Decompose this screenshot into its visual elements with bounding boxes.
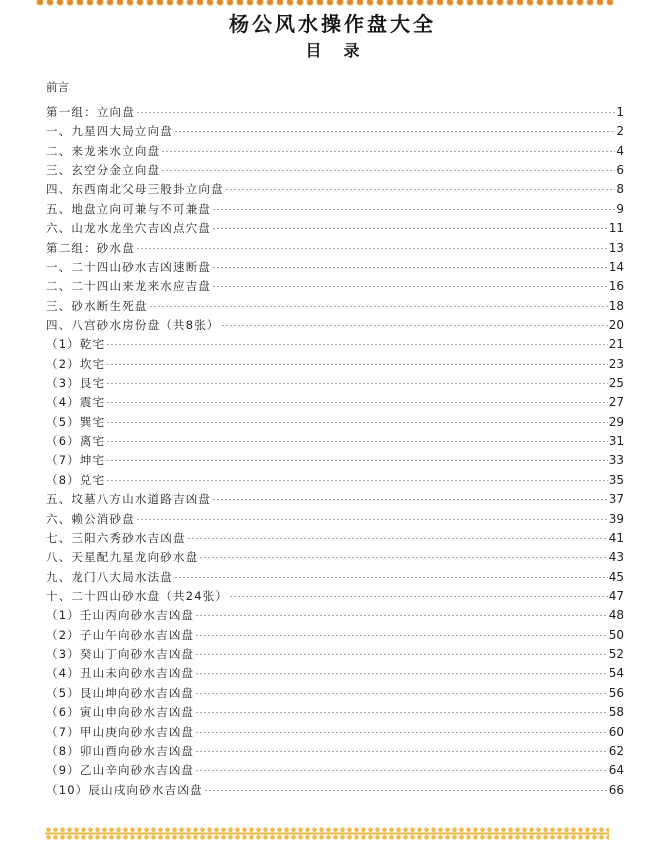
toc-entry-page-number: 8 (616, 182, 624, 197)
dot-leader (212, 209, 615, 210)
toc-entry-label: 七、三阳六秀砂水吉凶盘 (46, 530, 186, 545)
toc-entry (46, 490, 624, 509)
toc-entry-label: 三、玄空分金立向盘 (46, 163, 161, 178)
toc-entry (46, 471, 624, 490)
toc-entry-page-number: 47 (608, 588, 624, 603)
dot-leader (106, 460, 607, 461)
toc-preface-entry: 前言 (46, 80, 69, 94)
toc-entry-label: 二、来龙来水立向盘 (46, 143, 161, 158)
toc-entry (46, 568, 624, 587)
dot-leader (195, 712, 608, 713)
toc-entry-page-number: 60 (608, 724, 624, 739)
toc-entry-page-number: 2 (616, 124, 624, 139)
dot-leader (212, 267, 608, 268)
toc-entry-page-number: 52 (608, 647, 624, 662)
dot-leader (195, 635, 608, 636)
dot-leader (136, 519, 608, 520)
toc-entry (46, 548, 624, 567)
toc-entry (46, 684, 624, 703)
toc-entry (46, 355, 624, 374)
toc-entry-page-number: 13 (608, 240, 624, 255)
toc-entry-page-number: 25 (608, 376, 624, 391)
toc-entry-page-number: 4 (616, 143, 624, 158)
toc-entry-label: （7）坤宅 (46, 453, 106, 468)
dot-leader (199, 557, 607, 558)
toc-entry-page-number: 14 (608, 259, 624, 274)
toc-entry (46, 413, 624, 432)
dot-leader (212, 499, 608, 500)
toc-entry-label: （1）乾宅 (46, 337, 106, 352)
toc-entry (46, 664, 624, 683)
dot-leader (106, 441, 607, 442)
dot-leader (229, 596, 608, 597)
toc-entry (46, 587, 624, 606)
toc-entry-page-number: 16 (608, 279, 624, 294)
toc-entry-page-number: 39 (608, 511, 624, 526)
toc-entry (46, 180, 624, 199)
toc-entry (46, 781, 624, 800)
toc-entry (46, 432, 624, 451)
dot-leader (204, 790, 608, 791)
toc-entry-page-number: 48 (608, 608, 624, 623)
toc-entry-page-number: 64 (608, 763, 624, 778)
toc-entry (46, 316, 624, 335)
toc-entry-label: 四、东西南北父母三般卦立向盘 (46, 182, 224, 197)
toc-entry-page-number: 1 (616, 105, 624, 119)
dot-leader (174, 131, 615, 132)
toc-entry-page-number: 31 (608, 434, 624, 449)
dot-leader (106, 364, 607, 365)
dot-leader (195, 770, 608, 771)
toc-entry-page-number: 35 (608, 472, 624, 487)
toc-entry (46, 374, 624, 393)
toc-entry-label: 第二组：砂水盘 (46, 240, 135, 255)
toc-entry (46, 723, 624, 742)
toc-entry (46, 219, 624, 238)
dot-leader (195, 751, 608, 752)
toc-entry-page-number: 21 (608, 337, 624, 352)
dot-leader (106, 402, 607, 403)
toc-entry-page-number: 37 (608, 492, 624, 507)
dot-leader (195, 732, 608, 733)
dot-leader (195, 615, 608, 616)
decorative-top-border (35, 0, 615, 6)
toc-entry-label: 五、坟墓八方山水道路吉凶盘 (46, 492, 212, 507)
dot-leader (187, 538, 608, 539)
toc-entry (46, 606, 624, 625)
toc-entry-label: 第一组：立向盘 (46, 105, 135, 119)
dot-leader (149, 306, 608, 307)
toc-entry-page-number: 11 (608, 221, 624, 236)
toc-heading: 目录 (305, 41, 382, 60)
dot-leader (174, 577, 608, 578)
toc-entry-label: （8）兑宅 (46, 472, 106, 487)
toc-entry (46, 239, 624, 258)
toc-entry-label: （4）丑山未向砂水吉凶盘 (46, 666, 195, 681)
toc-entry (46, 277, 624, 296)
toc-entry-label: （5）艮山坤向砂水吉凶盘 (46, 685, 195, 700)
toc-entry-label: （2）坎宅 (46, 356, 106, 371)
dot-leader (106, 480, 607, 481)
toc-entry-label: 一、九星四大局立向盘 (46, 124, 173, 139)
decorative-bottom-border (45, 826, 609, 841)
toc-entry-label: 九、龙门八大局水法盘 (46, 569, 173, 584)
toc-entry (46, 393, 624, 412)
toc-entry-label: （9）乙山辛向砂水吉凶盘 (46, 763, 195, 778)
toc-entry-label: （5）巽宅 (46, 414, 106, 429)
toc-entry (46, 626, 624, 645)
toc-entry-page-number: 66 (608, 782, 624, 797)
dot-leader (212, 228, 608, 229)
toc-entry (46, 703, 624, 722)
toc-entry (46, 742, 624, 761)
toc-entry-page-number: 6 (616, 163, 624, 178)
dot-leader (136, 248, 608, 249)
toc-entry-page-number: 29 (608, 414, 624, 429)
toc-entry-label: （1）壬山丙向砂水吉凶盘 (46, 608, 195, 623)
toc-entry (46, 510, 624, 529)
dot-leader (161, 170, 615, 171)
toc-entry-label: （10）辰山戌向砂水吉凶盘 (46, 782, 203, 797)
dot-leader (161, 151, 615, 152)
dot-leader (195, 654, 608, 655)
toc-entry-page-number: 43 (608, 550, 624, 565)
dot-leader (136, 112, 615, 113)
dot-leader (195, 693, 608, 694)
toc-entry-page-number: 41 (608, 530, 624, 545)
toc-entry-page-number: 18 (608, 298, 624, 313)
toc-entry-label: 五、地盘立向可兼与不可兼盘 (46, 201, 212, 216)
toc-entry-label: 三、砂水断生死盘 (46, 298, 148, 313)
dot-leader (106, 383, 607, 384)
toc-entry-label: 一、二十四山砂水吉凶速断盘 (46, 259, 212, 274)
toc-entry (46, 258, 624, 277)
table-of-contents (46, 103, 624, 800)
toc-entry (46, 297, 624, 316)
toc-entry-label: （8）卯山酉向砂水吉凶盘 (46, 743, 195, 758)
dot-leader (212, 286, 608, 287)
toc-entry-page-number: 50 (608, 627, 624, 642)
document-title: 杨公风水操作盘大全 (229, 12, 436, 36)
toc-entry-page-number: 33 (608, 453, 624, 468)
toc-entry (46, 645, 624, 664)
toc-entry-label: （4）震宅 (46, 395, 106, 410)
toc-entry-page-number: 54 (608, 666, 624, 681)
toc-entry (46, 761, 624, 780)
toc-entry (46, 335, 624, 354)
toc-entry-label: （7）甲山庚向砂水吉凶盘 (46, 724, 195, 739)
toc-entry-page-number: 20 (608, 317, 624, 332)
toc-entry-page-number: 58 (608, 705, 624, 720)
toc-entry-label: （2）子山午向砂水吉凶盘 (46, 627, 195, 642)
dot-leader (106, 344, 607, 345)
toc-entry-page-number: 23 (608, 356, 624, 371)
toc-entry-page-number: 62 (608, 743, 624, 758)
toc-entry (46, 103, 624, 122)
toc-entry-label: 六、赖公消砂盘 (46, 511, 135, 526)
toc-entry (46, 142, 624, 161)
toc-entry-page-number: 56 (608, 685, 624, 700)
toc-entry-page-number: 45 (608, 569, 624, 584)
toc-entry-label: 八、天星配九星龙向砂水盘 (46, 550, 199, 565)
toc-entry-label: （3）癸山丁向砂水吉凶盘 (46, 647, 195, 662)
toc-entry (46, 529, 624, 548)
toc-entry-label: 四、八宫砂水房份盘（共8张） (46, 317, 220, 332)
toc-entry-label: （3）艮宅 (46, 376, 106, 391)
toc-entry (46, 200, 624, 219)
toc-entry-label: 二、二十四山来龙来水应吉盘 (46, 279, 212, 294)
dot-leader (225, 189, 616, 190)
toc-entry (46, 122, 624, 141)
toc-entry (46, 161, 624, 180)
toc-entry-label: （6）离宅 (46, 434, 106, 449)
dot-leader (195, 673, 608, 674)
toc-entry-label: （6）寅山申向砂水吉凶盘 (46, 705, 195, 720)
dot-leader (221, 325, 608, 326)
toc-entry-label: 十、二十四山砂水盘（共24张） (46, 588, 229, 603)
toc-entry (46, 451, 624, 470)
toc-entry-label: 六、山龙水龙坐穴吉凶点穴盘 (46, 221, 212, 236)
dot-leader (106, 422, 607, 423)
toc-entry-page-number: 27 (608, 395, 624, 410)
toc-entry-page-number: 9 (616, 201, 624, 216)
